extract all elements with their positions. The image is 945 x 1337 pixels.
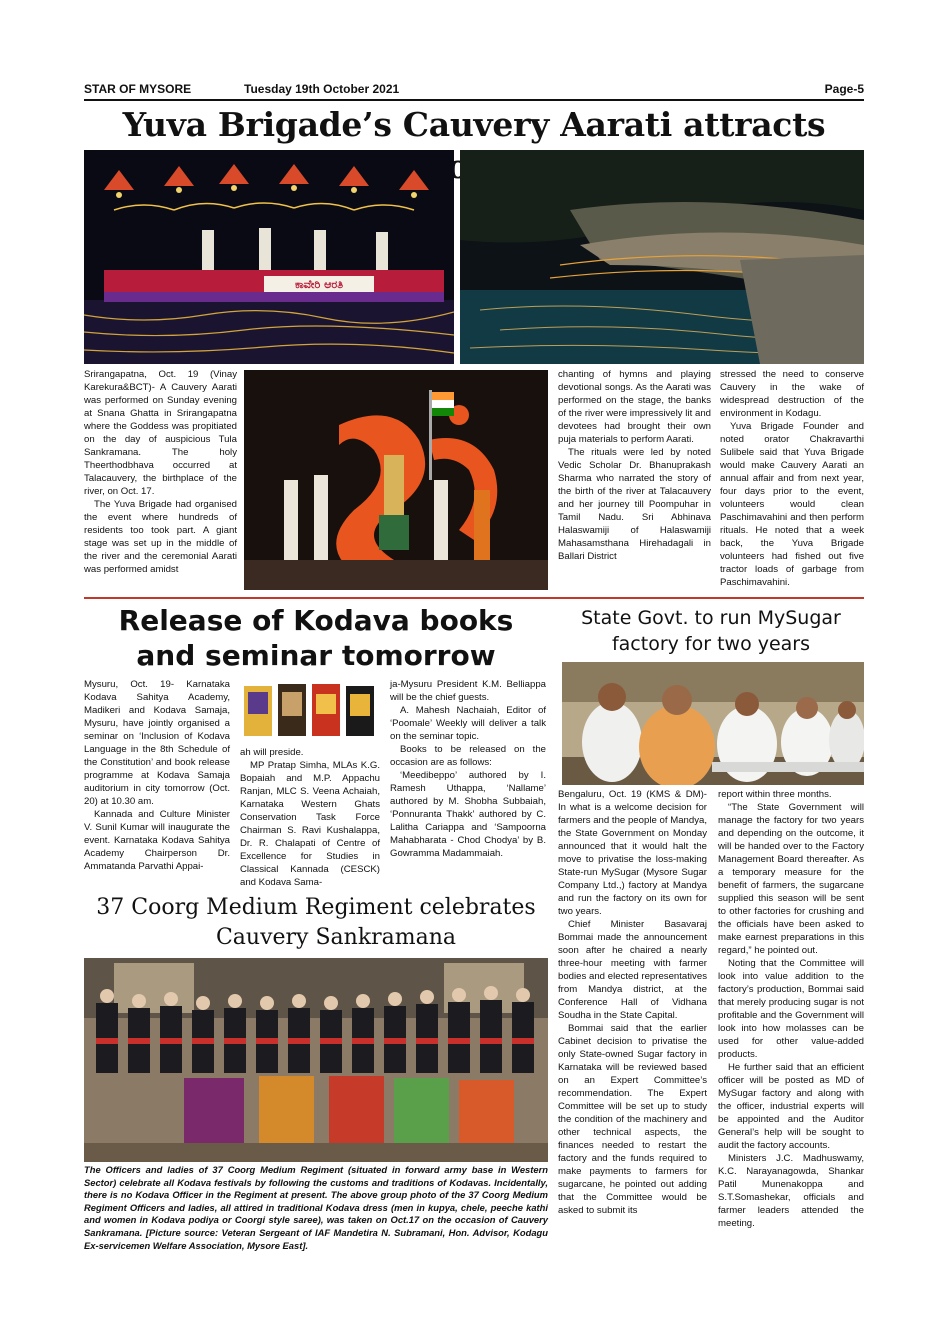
story2-col1-para-1: Mysuru, Oct. 19- Karnataka Kodava Sahitya Academy, Madikeri and Kodava Samaja, Mysuru, have jointly organised a seminar on ‘Inclusion of Kodava Language in the 8th Schedule of the Constitution’ and book release programme at Kodava Samaja auditorium in city tomorrow (Oct. 20) at 10.30 am. — [84, 679, 230, 807]
story1-col1-para-2: The Yuva Brigade had organised the event where hundreds of residents too took part. A giant stage was set up in the middle of the river and the ceremonial Aarati was performed amidst — [84, 499, 237, 575]
story2-col1-para-2: Kannada and Culture Minister V. Sunil Kumar will inaugurate the event. Karnataka Kodava Sahitya Academy Chairperson Dr. Ammatanda Parvathi Appai- — [84, 809, 230, 872]
story4-headline-line2: factory for two years — [611, 633, 811, 655]
story2-col2-para-1: ah will preside. — [240, 747, 304, 758]
story1-col4-para-2: Yuva Brigade Founder and noted orator Chakravarthi Sulibele said that Yuva Brigade would make Cauvery Aarati an annual affair and from next year, four days prior to the event, volunteers would clean Paschimavahini and then perform rituals. He noted that a week back, the Yuva Brigade volunteers had fished out five tractor loads of garbage from Paschimavahini. — [720, 421, 864, 588]
masthead-rule — [84, 99, 864, 101]
masthead — [84, 82, 864, 100]
story2-col3-para-3: Books to be released on the occasion are as follows: — [390, 744, 546, 768]
story4-col2-para-5: Ministers J.C. Madhuswamy, K.C. Narayanagowda, Shankar Patil Munenakoppa and S.T.Somashekar, officials and farmer leaders attended the meeting. — [718, 1153, 864, 1229]
photo-mysugar-meeting — [562, 662, 864, 785]
story4-headline-line1: State Govt. to run MySugar — [581, 607, 841, 629]
story1-col3-para-2: The rituals were led by noted Vedic Scholar Dr. Bhanuprakash Sharma who narrated the story of the birth of the river at Talacauvery and her journey till Poompuhar in Tamil Nadu. Sri Abhinava Halaswamiji of Halaswamiji Mahasamsthana Hirehadagali in Ballari District — [558, 447, 711, 562]
story4-col2-para-3: Noting that the Committee will look into value addition to the factory’s production, Bommai said that merely producing sugar is not profitable and the Government will look into how molasses can be used for other value-added products. — [718, 958, 864, 1060]
story3-headline-line2: Cauvery Sankramana — [215, 925, 457, 950]
photo-regiment-group — [84, 958, 548, 1162]
story1-column-1 — [84, 368, 237, 576]
story4-col2-para-2: “The State Government will manage the factory for two years and depending on the outcome, it will be handed over to the Factory Management Board thereafter. As a temporary measure for the benefit of farmers, the sugarcane supplied this season will be sent to other factories for crushing and the officials have been asked to make earnest preparations in this regard,” he pointed out. — [718, 802, 864, 956]
story1-col4-para-1: stressed the need to conserve Cauvery in the wake of widespread destruction of the environment in Kodagu. — [720, 369, 864, 419]
photo-om-stage — [244, 370, 548, 590]
photo-kodava-books — [240, 678, 380, 742]
page-number: Page-5 — [824, 82, 864, 96]
story2-col3-para-1: ja-Mysuru President K.M. Belliappa will be the chief guests. — [390, 679, 546, 703]
story4-column-2 — [718, 788, 864, 1230]
story4-col2-para-4: He further said that an efficient officer will be posted as MD of MySugar factory and along with the officer, industrial experts will be appointed and the Auditor General’s help will be sought to audit the factory accounts. — [718, 1062, 864, 1151]
story2-col2-para-2: MP Pratap Simha, MLAs K.G. Bopaiah and M.P. Appachu Ranjan, MLC S. Veena Achaiah, Karnataka Western Ghats Conservation Task Force Chairman S. Ravi Kushalappa, Dr. R. Chalapati of Centre of Excellence for Studies in Classical Kannada (CESCK) and Kodava Sama- — [240, 760, 380, 888]
story1-col1-para-1: Srirangapatna, Oct. 19 (Vinay Karekura&BCT)- A Cauvery Aarati was performed on Sunday evening at Snana Ghatta in Srirangapatna where the Goddess was propitiated on the day of auspicious Tula Sankramana. The holy Theerthodbhava occurred at Talacauvery, the birthplace of the river, on Oct. 17. — [84, 369, 237, 497]
story1-column-3 — [558, 368, 711, 563]
story4-col1-para-1: Bengaluru, Oct. 19 (KMS & DM)- In what is a welcome decision for farmers and the people of Mandya, the State Government on Monday announced that it would halt the move to privatise the loss-making State-run MySugar (Mysore Sugar Company Ltd.,) factory at Mandya and run the factory on its own for two years. — [558, 789, 707, 917]
story4-col2-para-1: report within three months. — [718, 789, 832, 800]
story4-column-1 — [558, 788, 707, 1217]
story2-headline-line2: and seminar tomorrow — [136, 639, 496, 672]
story3-headline-line1: 37 Coorg Medium Regiment celebrates — [96, 895, 536, 920]
story3-caption: The Officers and ladies of 37 Coorg Medium Regiment (situated in forward army base in Western Sector) celebrate all Kodava festivals by following the customs and traditions of Kodavas. Incidentally, there is no Kodava Officer in the Regiment at present. The above group photo of the 37 Coorg Medium Regiment Officers and ladies, all attired in traditional Kodava dress (men in kupya, chele, peeche kathi and women in Kodava podiya or Coorgi style saree), was taken on Oct.17 on the occasion of Cauvery Sankramana. [Picture source: Veteran Sergeant of IAF Mandetira N. Subramani, Hon. Advisor, Kodagu Ex-servicemen Welfare Association, Mysore East]. — [84, 1164, 548, 1251]
story1-column-4 — [720, 368, 864, 589]
story4-headline — [558, 605, 864, 657]
section-divider — [84, 597, 864, 599]
story1-col3-para-1: chanting of hymns and playing devotional songs. As the Aarati was performed on the stage, the banks of the river were impressively lit and devotees had brought their own puja materials to perform Aarati. — [558, 369, 711, 445]
story2-column-2 — [240, 746, 380, 889]
story2-col3-para-4: ‘Meedibeppo’ authored by I. Ramesh Uthappa, ‘Nallame’ authored by M. Shobha Subbaiah, ‘Ponnuranta Thakk’ authored by C. Lalitha Cariappa and ‘Sampoorna Mahabharata - Chod Chodya’ by B. Gowramma Madammaiah. — [390, 770, 546, 859]
photo-crowd-ghats — [460, 150, 864, 364]
story3-headline — [84, 893, 548, 953]
story2-headline — [84, 603, 548, 673]
stage-banner-text: ಕಾವೇರಿ ಆರತಿ — [294, 278, 344, 291]
story2-headline-line1: Release of Kodava books — [118, 604, 514, 637]
story2-column-1 — [84, 678, 230, 873]
issue-date: Tuesday 19th October 2021 — [244, 82, 400, 96]
story2-col3-para-2: A. Mahesh Nachaiah, Editor of ‘Poomale’ Weekly will deliver a talk on the seminar topic. — [390, 705, 546, 742]
story2-column-3 — [390, 678, 546, 860]
photo-aarati-stage — [84, 150, 454, 364]
story4-col1-para-3: Bommai said that the earlier Cabinet decision to privatise the only State-owned Sugar factory in Karnataka will be reviewed based on an Expert Committee’s recommendation. The Expert Committee will be set up to study the condition of the machinery and other technical aspects, the finances needed to restart the factory and the funds required to make payments to farmers for sugarcane, he pointed out adding that the Committee would be asked to submit its — [558, 1023, 707, 1216]
story1-headline: Yuva Brigade’s Cauvery Aarati attracts — [122, 105, 826, 144]
story4-col1-para-2: Chief Minister Basavaraj Bommai made the announcement soon after he chaired a nearly three-hour meeting with farmer bodies and elected representatives from Mandya district, at the Conference Hall of Vidhana Soudha in the State Capital. — [558, 919, 707, 1021]
paper-name: STAR OF MYSORE — [84, 82, 192, 96]
